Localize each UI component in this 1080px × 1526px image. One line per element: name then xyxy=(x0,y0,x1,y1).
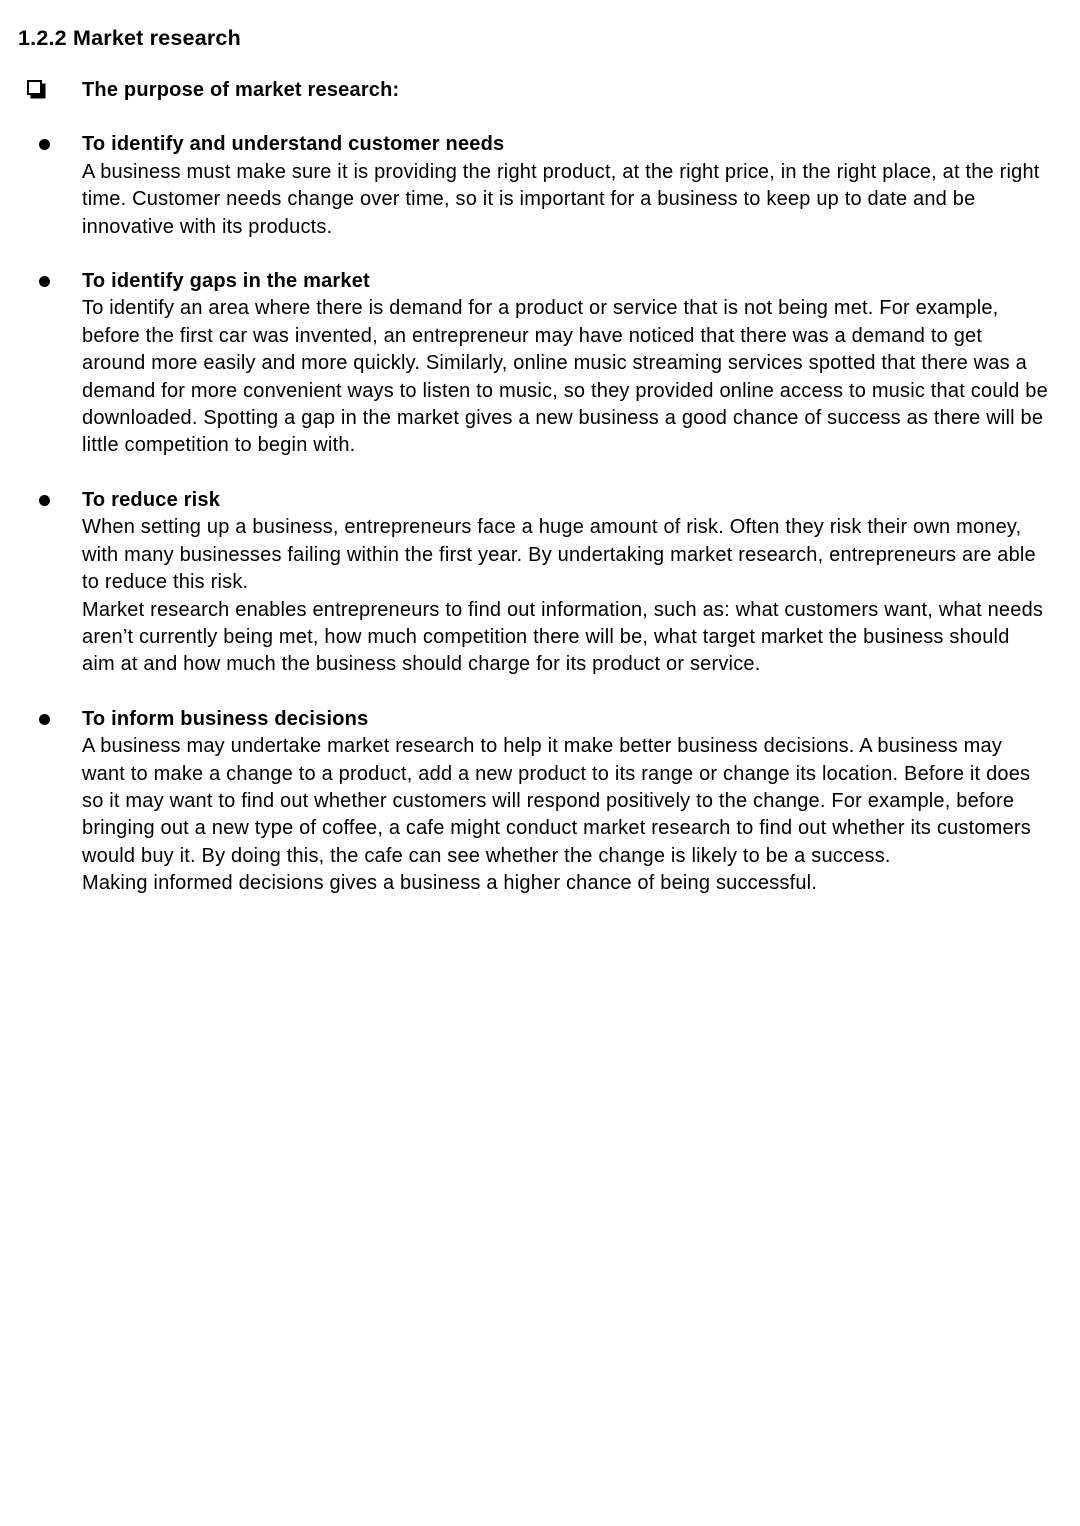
bullet-heading: To inform business decisions xyxy=(82,707,369,730)
circle-bullet-icon xyxy=(39,714,50,725)
bullet-heading: To identify and understand customer needs xyxy=(82,133,505,156)
bullet-heading: To reduce risk xyxy=(82,488,221,511)
bullet-paragraph: A business may undertake market research to help it make better business decisions. A business may want to make a change to a product, add a new product to its range or change its location. Before it does so it may want to find out whether customers will respond positively to the change. For example, before bringing out a new type of coffee, a cafe might conduct market research to find out whether its customers would buy it. By doing this, the cafe can see whether the change is likely to be a success. xyxy=(82,735,1031,867)
bullet-list xyxy=(18,77,1048,898)
list-item-business-decisions xyxy=(18,706,1048,898)
bullet-paragraph: When setting up a business, entrepreneurs face a huge amount of risk. Often they risk their own money, with many businesses failing within the first year. By undertaking market research, entrepreneurs are able to reduce this risk. xyxy=(82,516,1036,594)
bullet-paragraph: To identify an area where there is demand for a product or service that is not being met. For example, before the first car was invented, an entrepreneur may have noticed that there was a demand to get around more easily and more quickly. Similarly, online music streaming services spotted that there was a demand for more convenient ways to listen to music, so they provided online access to music that could be downloaded. Spotting a gap in the market gives a new business a good chance of success as there will be little competition to begin with. xyxy=(82,297,1048,457)
bullet-paragraph: Making informed decisions gives a business a higher chance of being successful. xyxy=(82,872,818,895)
circle-bullet-icon xyxy=(39,495,50,506)
list-item-reduce-risk xyxy=(18,487,1048,679)
purpose-heading: The purpose of market research: xyxy=(82,79,400,101)
page-title: 1.2.2 Market research xyxy=(18,26,241,50)
list-item-purpose xyxy=(18,77,1048,104)
list-item-customer-needs xyxy=(18,131,1048,241)
checkbox-bullet-icon xyxy=(27,80,42,95)
circle-bullet-icon xyxy=(39,276,50,287)
bullet-paragraph: Market research enables entrepreneurs to find out information, such as: what customers want, what needs aren’t currently being met, how much competition there will be, what target market the business should aim at and how much the business should charge for its product or service. xyxy=(82,598,1044,676)
bullet-paragraph: A business must make sure it is providing the right product, at the right price, in the right place, at the right time. Customer needs change over time, so it is important for a business to keep up to date and be innovative with its products. xyxy=(82,160,1040,238)
circle-bullet-icon xyxy=(39,139,50,150)
list-item-gaps-in-market xyxy=(18,268,1048,460)
bullet-heading: To identify gaps in the market xyxy=(82,270,370,293)
